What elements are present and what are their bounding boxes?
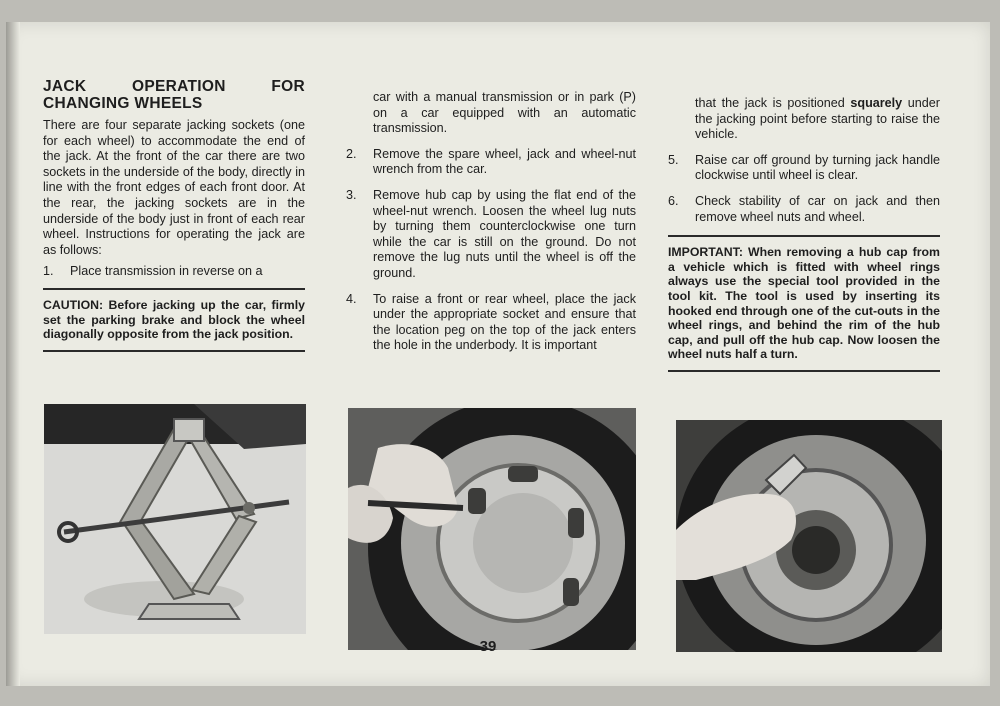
hub-cap-removal-photo [348, 408, 636, 650]
step-number: 3. [346, 187, 357, 202]
step-text: that the jack is positioned [695, 96, 851, 110]
divider [43, 350, 305, 352]
caution-note: CAUTION: Before jacking up the car, firmly set the parking brake and block the wheel diagonally opposite from the jack position. [43, 297, 305, 342]
manual-page [6, 22, 990, 686]
step-4-continued [668, 96, 940, 143]
step-3 [346, 188, 636, 282]
step-5 [668, 153, 940, 184]
step-2 [346, 147, 636, 178]
divider [668, 235, 940, 237]
emphasis-text: squarely [850, 96, 903, 110]
intro-paragraph: There are four separate jacking sockets (one for each wheel) to accommodate the end of the jack. At the front of the car there are two sockets in the underside of the body, directly in line with the front edges of each front door. At the rear, the jacking sockets are in the underside of the body just in front of each rear wheel. Instructions for operating the jack are as follows: [43, 118, 305, 257]
step-text: Remove the spare wheel, jack and wheel-nut wrench from the car. [373, 146, 636, 177]
step-text: Raise car off ground by turning jack handle clockwise until wheel is clear. [695, 152, 940, 183]
column-middle [346, 90, 636, 364]
hub-cap-tool-photo [676, 420, 942, 652]
step-text: car with a manual transmission or in park (P) on a car equipped with an automatic transmission. [373, 90, 636, 136]
step-text: Check stability of car on jack and then remove wheel nuts and wheel. [695, 193, 940, 224]
important-note: IMPORTANT: When removing a hub cap from a vehicle which is fitted with wheel rings always use the special tool provided in the tool kit. The tool is used by inserting its hooked end through one of the cut-outs in the wheel rings, and behind the rim of the hub cap, and pull off the hub cap. Now loosen the wheel nuts half a turn. [668, 245, 940, 362]
step-4-start [346, 292, 636, 354]
column-right [668, 96, 940, 380]
section-heading: JACK OPERATION FOR CHANGING WHEELS [43, 78, 305, 112]
step-text: To raise a front or rear wheel, place the jack under the appropriate socket and ensure that the location peg on the top of the jack enters the hole in the underbody. It is important [373, 291, 636, 353]
jack-photo [44, 404, 306, 634]
step-text: Remove hub cap by using the flat end of the wheel-nut wrench. Loosen the wheel lug nuts by turning them counterclockwise one turn while the car is still on the ground. Do not remove the lug nuts until the wheel is off the ground. [373, 187, 636, 280]
step-number: 2. [346, 146, 357, 161]
page-number: 39 [479, 638, 497, 655]
step-6 [668, 194, 940, 225]
step-number: 1. [43, 264, 54, 279]
column-left [43, 78, 305, 360]
step-text: under the jacking point before starting to raise the vehicle. [695, 96, 940, 142]
step-text: Place transmission in reverse on a [70, 264, 263, 279]
divider [43, 288, 305, 290]
step-1-start [43, 264, 305, 280]
divider [668, 370, 940, 372]
step-number: 4. [346, 291, 357, 306]
step-number: 5. [668, 152, 679, 167]
step-1-continued [346, 90, 636, 137]
book-spine-shadow [6, 22, 20, 686]
step-number: 6. [668, 193, 679, 208]
